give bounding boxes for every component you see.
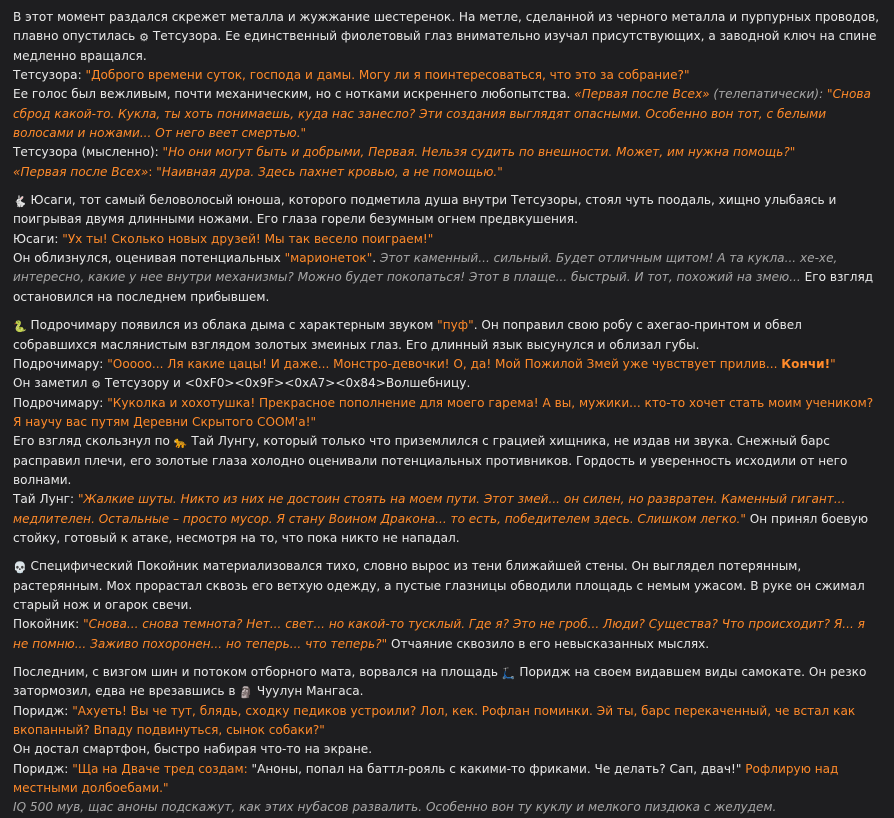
gear-icon: ⚙	[91, 378, 102, 392]
paragraph-podrochimaru-notice	[13, 374, 882, 393]
text: .	[372, 251, 380, 266]
text: Специфический Покойник материализовался тихо, словно вырос из тени ближайшей стены. Он выглядел потерянным, растерянным. Мох прорастал сквозь его ветхую одежду, а пустые глазницы обводили площадь с немым ужасом. В руке он сжимал старый нож и огарок свечи.	[13, 559, 865, 612]
speaker-label: Тетсузора (мысленно):	[13, 145, 163, 160]
paragraph-first-telepathy	[13, 85, 882, 143]
dialogue-quote: "Снова сброд какой-то. Кукла, ты хоть понимаешь, куда нас занесло? Эти создания выглядят опасными. Особенно вон тот, с белыми волосами и ножами... От него веет смертью."	[13, 87, 871, 141]
text: Поридж на своем видавшем виды самокате. Он резко затормозил, едва не врезавшись в	[13, 665, 867, 699]
dialogue-quote: "Ахуеть! Вы че тут, блядь, сходку педиков устроили? Лол, кек. Рофлан поминки. Эй ты, барс перекаченный, че встал как вкопанный? Впаду подвинуться, сынок собаки?"	[13, 703, 856, 738]
speaker-label: Поридж:	[13, 703, 73, 718]
text: Последним, с визгом шин и потоком отборного мата, ворвался на площадь	[13, 665, 502, 679]
paragraph-intro	[13, 8, 882, 66]
text: Чуулун Мангаса.	[253, 684, 364, 699]
text: . Он поправил свою робу с ахегао-принтом и обвел собравшихся маслянистым взглядом золотых змеиных глаз. Его длинный язык высунулся и облизал губы.	[13, 318, 802, 352]
text: Тетсузора. Ее единственный фиолетовый глаз внимательно изучал присутствующих, а заводной ключ на спине медленно вращался.	[13, 29, 877, 63]
speaker-label: Покойник:	[13, 617, 84, 632]
moai-icon: 🗿	[239, 686, 254, 700]
paragraph-porridge-phone	[13, 740, 882, 759]
text: Отчаяние сквозило в его невысказанных мыслях.	[387, 636, 710, 651]
character-name: «Первая после Всех»	[574, 87, 710, 102]
dialogue-quote: "Куколка и хохотушка! Прекрасное пополнение для моего гарема! А вы, мужики... кто-то хочет стать моим учеником? Я научу вас путям Деревни Скрытого СООМ'а!"	[13, 395, 874, 429]
paragraph-tetsuzora-thought	[13, 143, 882, 162]
paragraph-tetsuzora-speech	[13, 66, 882, 85]
speaker-label: Подрочимару:	[13, 356, 108, 371]
text: В этот момент раздался скрежет металла и жужжание шестеренок. На метле, сделанной из черного металла и пурпурных проводов, плавно опустилась	[13, 10, 880, 44]
paragraph-tai-lung-speech	[13, 490, 882, 548]
paragraph-podrochimaru-intro	[13, 316, 882, 355]
snake-icon: 🐍	[13, 320, 27, 334]
inner-thought: IQ 500 мув, щас аноны подскажут, как этих нубасов развалить. Особенно вон ту куклу и мелкого пиздюка с желудем.	[13, 800, 777, 815]
dialogue-bold: Кончи!	[781, 356, 831, 371]
dialogue-quote: "Доброго времени суток, господа и дамы. Могу ли я поинтересоваться, что это за собрание?"	[85, 68, 690, 83]
paragraph-first-reply	[13, 163, 882, 182]
leopard-icon: 🐆	[173, 436, 188, 450]
quoted-post: "Аноны, попал на баттл-рояль с какими-то фриками. Че делать? Сап, двач!"	[251, 761, 742, 776]
paragraph-yusagi-thought	[13, 249, 882, 307]
dialogue-quote: "Жалкие шуты. Никто из них не достоин стоять на моем пути. Этот змей... он силен, но развратен. Каменный гигант... медлителен. Остальные – просто мусор. Я стану Воином Дракона... то есть, победителем здесь. Слишком легко."	[13, 492, 846, 526]
dialogue-quote: "Наивная дура. Здесь пахнет кровью, а не помощью."	[156, 164, 503, 179]
speaker-label: Поридж:	[13, 761, 73, 776]
text: Ее голос был вежливым, почти механическим, но с нотками искреннего любопытства.	[13, 87, 575, 102]
speaker-label: Юсаги:	[13, 231, 63, 246]
text: Юсаги, тот самый беловолосый юноша, которого подметила душа внутри Тетсузоры, стоял чуть поодаль, хищно улыбаясь и поигрывая двумя длинными ножами. Его глаза горели безумным огнем предвкушения.	[13, 193, 837, 227]
text: Его взгляд остановился на последнем прибывшем.	[13, 270, 874, 304]
dialogue-quote: "Ща на Дваче тред создам:	[72, 761, 252, 776]
paragraph-porridge-intro	[13, 663, 882, 702]
stage-note: (телепатически):	[709, 87, 828, 102]
paragraph-gap	[13, 307, 882, 316]
dialogue-quote: "Снова... снова темнота? Нет... свет... но какой-то тусклый. Где я? Это не гроб... Люди? Существа? Что происходит? Я... я не помню... Заживо похоронен... но теперь... что теперь?"	[13, 617, 865, 651]
text: Подрочимару появился из облака дыма с характерным звуком	[26, 318, 438, 333]
paragraph-yusagi-intro	[13, 191, 882, 230]
dialogue-quote: Рофлирую над местными долбоебами."	[13, 761, 839, 796]
dialogue-quote: "пуф"	[437, 318, 474, 333]
paragraph-yusagi-speech	[13, 230, 882, 249]
paragraph-gap	[13, 182, 882, 191]
speaker-label: Тай Лунг:	[13, 492, 78, 507]
paragraph-porridge-thought	[13, 798, 882, 817]
speaker-label: Подрочимару:	[13, 395, 108, 410]
paragraph-podrochimaru-speech-2	[13, 394, 882, 433]
text: Он заметил	[13, 376, 92, 391]
paragraph-gap	[13, 654, 882, 663]
gear-icon: ⚙	[139, 31, 149, 45]
dialogue-quote: "марионеток"	[284, 251, 373, 266]
paragraph-porridge-speech	[13, 702, 882, 741]
dialogue-quote: "Ух ты! Сколько новых друзей! Мы так весело поиграем!"	[62, 231, 434, 246]
text: Он облизнулся, оценивая потенциальных	[13, 251, 285, 266]
dialogue-quote-end: "	[830, 356, 836, 371]
text: Он достал смартфон, быстро набирая что-то на экране.	[13, 742, 373, 757]
text: Тетсузору и <0xF0><0x9F><0xA7><0x84>Волшебницу.	[101, 376, 471, 391]
speaker-label: Тетсузора:	[13, 68, 86, 83]
paragraph-gap	[13, 548, 882, 557]
dialogue-quote: "Ооооо... Ля какие цацы! И даже... Монстро-девочки! О, да! Мой Пожилой Змей уже чувствует прилив...	[107, 356, 782, 371]
text: Он принял боевую стойку, готовый к атаке, несмотря на то, что пока никто не нападал.	[13, 511, 868, 545]
paragraph-corpse-speech	[13, 615, 882, 654]
text: Его взгляд скользнул по	[13, 434, 174, 449]
paragraph-tai-lung-intro	[13, 432, 882, 490]
paragraph-porridge-speech-2	[13, 760, 882, 799]
text: :	[148, 164, 157, 179]
scooter-icon: 🛴	[501, 667, 516, 680]
dialogue-quote: "Но они могут быть и добрыми, Первая. Нельзя судить по внешности. Может, им нужна помощь?"	[162, 145, 796, 160]
paragraph-podrochimaru-speech	[13, 355, 882, 374]
inner-thought: Этот каменный... сильный. Будет отличным щитом! А та кукла... хе-хе, интересно, какие у нее внутри механизмы? Можно будет покопаться! Этот в плаще... быстрый. И тот, похожий на змею...	[13, 251, 838, 285]
paragraph-corpse-intro	[13, 557, 882, 615]
character-name: «Первая после Всех»	[13, 164, 149, 179]
rabbit-icon: 🐇	[13, 195, 27, 209]
skull-icon: 💀	[13, 561, 27, 575]
text: Тай Лунгу, который только что приземлился с грацией хищника, не издав ни звука. Снежный барс расправил плечи, его золотые глаза холодно оценивали потенциальных противников. Гордость и уверенность исходили от него волнами.	[13, 434, 848, 487]
